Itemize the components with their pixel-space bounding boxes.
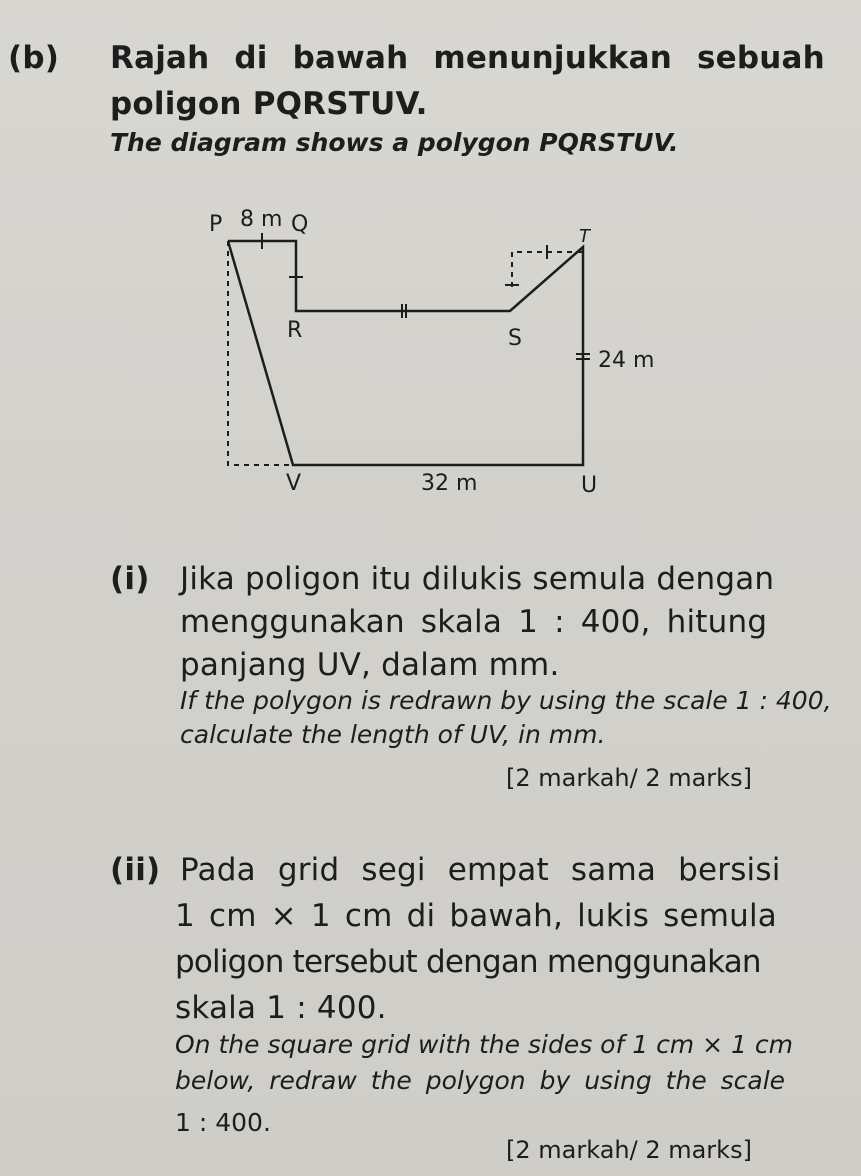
part-ii-english-line-3: 1 : 400. <box>175 1108 271 1137</box>
vertex-t-label: T <box>579 226 590 247</box>
part-i-label: (i) <box>110 561 150 597</box>
part-i-marks: [2 markah/ 2 marks] <box>506 764 752 792</box>
length-vu-label: 32 m <box>421 471 478 496</box>
part-ii-malay-line-4: skala 1 : 400. <box>175 990 387 1026</box>
vertex-v-label: V <box>286 471 302 496</box>
vertex-p-label: P <box>209 212 223 237</box>
part-b-malay-line-2: poligon PQRSTUV. <box>110 86 428 122</box>
part-i-malay-line-1: Jika poligon itu dilukis semula dengan <box>180 561 775 597</box>
vertex-q-label: Q <box>291 212 309 237</box>
vertex-s-label: S <box>508 326 522 351</box>
part-i-malay-line-2: menggunakan skala 1 : 400, hitung <box>180 604 768 640</box>
part-ii-malay-line-1: Pada grid segi empat sama bersisi <box>180 852 781 888</box>
part-b-label: (b) <box>8 40 60 76</box>
part-ii-malay-line-2: 1 cm × 1 cm di bawah, lukis semula <box>175 898 778 934</box>
length-pq-label: 8 m <box>240 207 283 232</box>
vertex-r-label: R <box>287 318 303 343</box>
part-b-english: The diagram shows a polygon PQRSTUV. <box>110 128 679 157</box>
part-i-malay-line-3: panjang UV, dalam mm. <box>180 647 560 683</box>
part-ii-english-line-1: On the square grid with the sides of 1 cm × 1 cm <box>175 1030 793 1059</box>
vertex-u-label: U <box>581 473 598 498</box>
part-i-english-line-2: calculate the length of UV, in mm. <box>180 720 606 749</box>
polygon-outline <box>228 241 583 465</box>
part-ii-marks: [2 markah/ 2 marks] <box>506 1136 752 1164</box>
length-tu-label: 24 m <box>598 348 655 373</box>
part-ii-malay-line-3: poligon tersebut dengan menggunakan <box>175 944 761 980</box>
part-ii-label: (ii) <box>110 852 161 888</box>
part-b-malay-line-1: Rajah di bawah menunjukkan sebuah <box>110 40 825 76</box>
polygon-diagram <box>0 0 861 520</box>
part-i-english-line-1: If the polygon is redrawn by using the scale 1 : 400, <box>180 686 832 715</box>
part-ii-english-line-2: below, redraw the polygon by using the scale <box>175 1066 786 1095</box>
